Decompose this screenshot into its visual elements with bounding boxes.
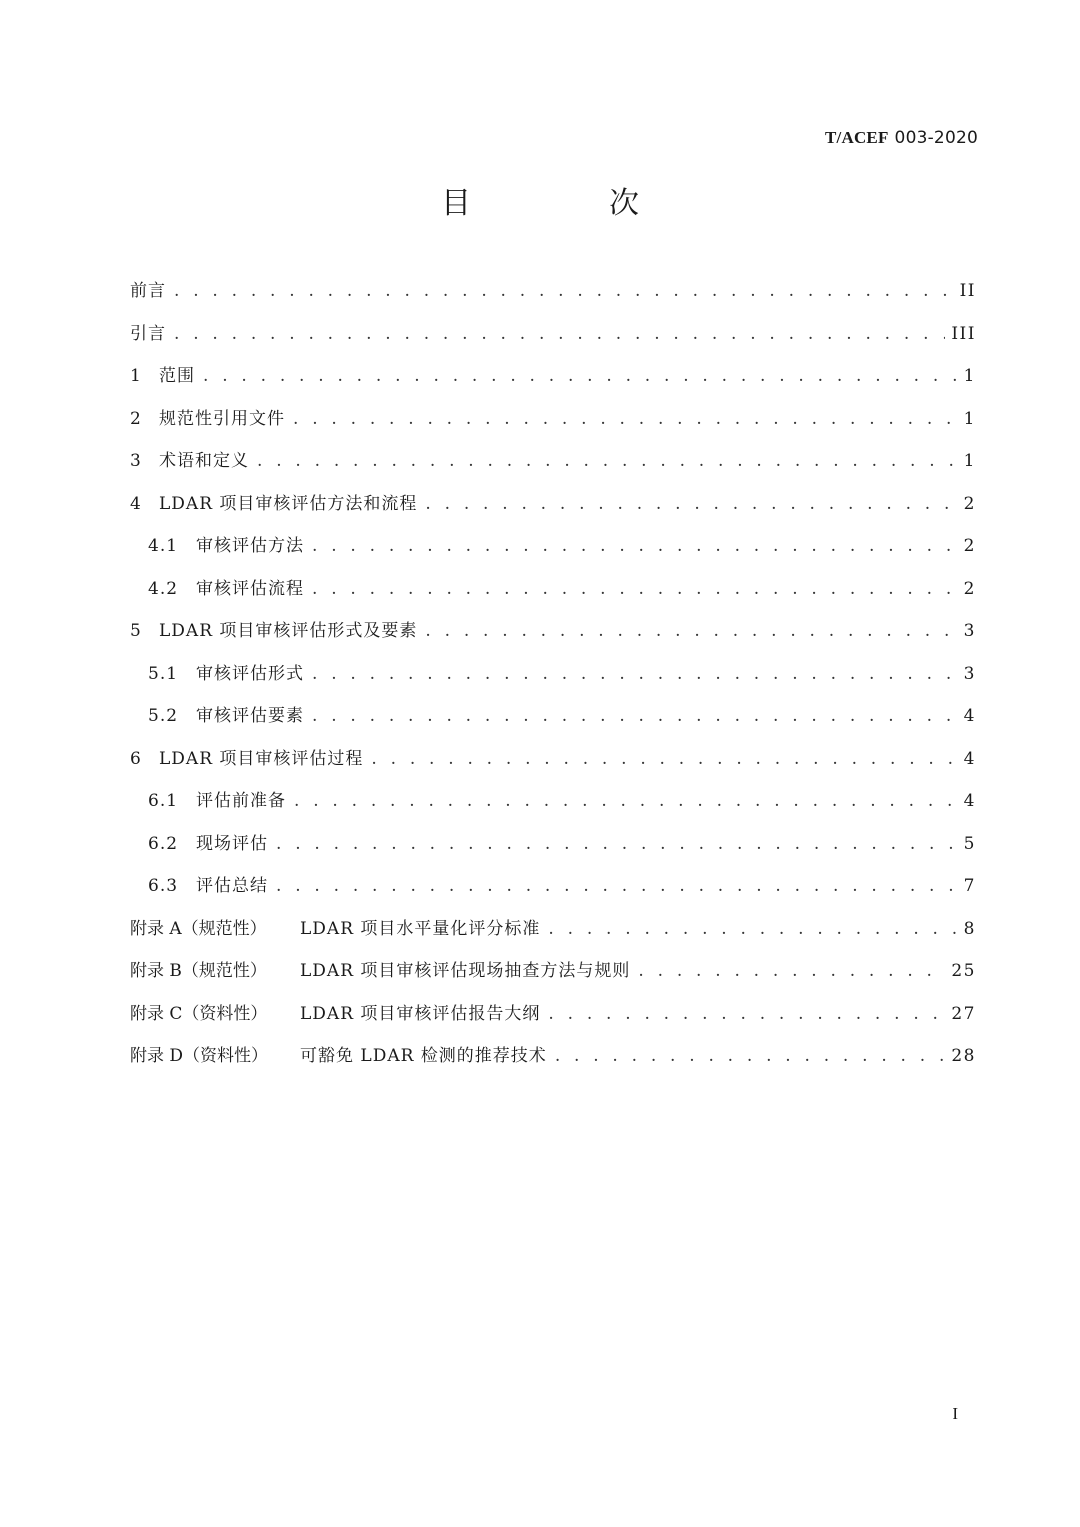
toc-entry[interactable] (130, 398, 976, 441)
toc-entry-page: 2 (963, 536, 976, 556)
toc-entry-label: 范围 (159, 366, 195, 386)
toc-entry-page: 8 (963, 918, 976, 939)
toc-entry-page: 4 (963, 706, 976, 726)
toc-entry-label: 审核评估形式 (196, 663, 304, 684)
toc-entry-page: 7 (963, 876, 976, 896)
toc-entry-label: LDAR 项目水平量化评分标准 (300, 918, 541, 939)
toc-entry-page: 3 (963, 621, 976, 641)
toc-entry-page: 5 (963, 833, 976, 854)
toc-dot-leader (174, 313, 945, 355)
toc-entry-label: 审核评估流程 (196, 578, 304, 599)
toc-entry[interactable] (130, 695, 976, 738)
toc-entry[interactable] (130, 1035, 976, 1078)
toc-entry-page: 1 (963, 451, 976, 471)
toc-entry[interactable] (130, 653, 976, 696)
toc-entry-label: 前言 (130, 281, 166, 301)
toc-entry-number: 1 (130, 366, 141, 386)
toc-entry-number: 6.1 (148, 791, 179, 811)
toc-entry[interactable] (130, 483, 976, 526)
toc-entry-page: II (959, 281, 976, 301)
toc-dot-leader (294, 780, 958, 822)
toc-entry[interactable] (130, 950, 976, 993)
toc-entry-label: 评估前准备 (196, 791, 286, 811)
toc-entry-number: 附录 B（规范性） (130, 961, 267, 981)
toc-dot-leader (312, 568, 958, 610)
page-number: I (952, 1404, 958, 1423)
toc-dot-leader (638, 950, 945, 992)
toc-entry-label: 术语和定义 (159, 451, 249, 471)
toc-entry-page: 2 (963, 578, 976, 599)
toc-dot-leader (276, 823, 958, 865)
toc-entry[interactable] (130, 610, 976, 653)
toc-entry-label: LDAR 项目审核评估报告大纲 (300, 1003, 541, 1024)
toc-dot-leader (293, 398, 958, 440)
toc-entry-number: 5 (130, 621, 141, 641)
toc-dot-leader (174, 270, 954, 312)
toc-entry-page: 3 (963, 663, 976, 684)
toc-entry[interactable] (130, 313, 976, 356)
toc-dot-leader (312, 525, 958, 567)
toc-entry-label: 评估总结 (196, 876, 268, 896)
toc-entry[interactable] (130, 993, 976, 1036)
toc-entry[interactable] (130, 525, 976, 568)
toc-entry-number: 5.2 (148, 706, 179, 726)
toc-dot-leader (312, 653, 958, 695)
toc-entry-page: 4 (963, 748, 976, 769)
toc-entry-number: 2 (130, 408, 141, 429)
standard-number: 003-2020 (894, 128, 978, 148)
toc-entry[interactable] (130, 355, 976, 398)
toc-entry-page: 1 (963, 366, 976, 386)
toc-entry-number: 4.1 (148, 536, 179, 556)
toc-entry-number: 6.2 (148, 833, 179, 854)
toc-entry-number: 附录 A（规范性） (130, 918, 267, 939)
toc-dot-leader (548, 908, 957, 950)
standard-code (825, 128, 978, 148)
toc-entry-page: 4 (963, 791, 976, 811)
toc-entry-number: 4.2 (148, 578, 179, 599)
toc-entry-number: 附录 C（资料性） (130, 1003, 268, 1024)
toc-entry-page: 28 (951, 1046, 976, 1066)
toc-entry-number: 4 (130, 493, 141, 514)
toc-entry[interactable] (130, 865, 976, 908)
toc-entry-label: LDAR 项目审核评估现场抽查方法与规则 (300, 961, 631, 981)
toc-dot-leader (548, 993, 945, 1035)
toc-entry-label: 审核评估方法 (196, 536, 304, 556)
toc-dot-leader (203, 355, 958, 397)
toc-entry-number: 3 (130, 451, 141, 471)
toc-title: 目 次 (441, 186, 693, 221)
toc-entry-label: LDAR 项目审核评估形式及要素 (159, 621, 418, 641)
toc-entry-number: 6.3 (148, 876, 179, 896)
toc-entry-page: III (951, 323, 976, 344)
toc-entry-label: LDAR 项目审核评估过程 (159, 748, 364, 769)
toc-entry[interactable] (130, 823, 976, 866)
standard-org: T/ACEF (825, 128, 889, 147)
toc-entry-number: 附录 D（资料性） (130, 1046, 269, 1066)
toc-entry-number: 5.1 (148, 663, 179, 684)
toc-entry-page: 27 (951, 1003, 976, 1024)
toc-entry[interactable] (130, 908, 976, 951)
toc-dot-leader (425, 610, 957, 652)
toc-entry[interactable] (130, 780, 976, 823)
toc-entry-number: 6 (130, 748, 141, 769)
table-of-contents (130, 270, 976, 1078)
toc-dot-leader (425, 483, 957, 525)
toc-entry-label: 规范性引用文件 (159, 408, 285, 429)
toc-entry[interactable] (130, 568, 976, 611)
toc-entry-page: 25 (951, 961, 976, 981)
toc-dot-leader (555, 1035, 946, 1077)
toc-dot-leader (276, 865, 958, 907)
toc-dot-leader (312, 695, 958, 737)
toc-dot-leader (257, 440, 958, 482)
toc-entry-page: 1 (963, 408, 976, 429)
toc-entry-label: 可豁免 LDAR 检测的推荐技术 (300, 1046, 547, 1066)
toc-entry-page: 2 (963, 493, 976, 514)
toc-entry-label: 引言 (130, 323, 166, 344)
toc-entry[interactable] (130, 270, 976, 313)
toc-entry-label: 现场评估 (196, 833, 268, 854)
toc-entry[interactable] (130, 440, 976, 483)
toc-entry-label: 审核评估要素 (196, 706, 304, 726)
toc-dot-leader (371, 738, 957, 780)
toc-entry-label: LDAR 项目审核评估方法和流程 (159, 493, 418, 514)
toc-entry[interactable] (130, 738, 976, 781)
